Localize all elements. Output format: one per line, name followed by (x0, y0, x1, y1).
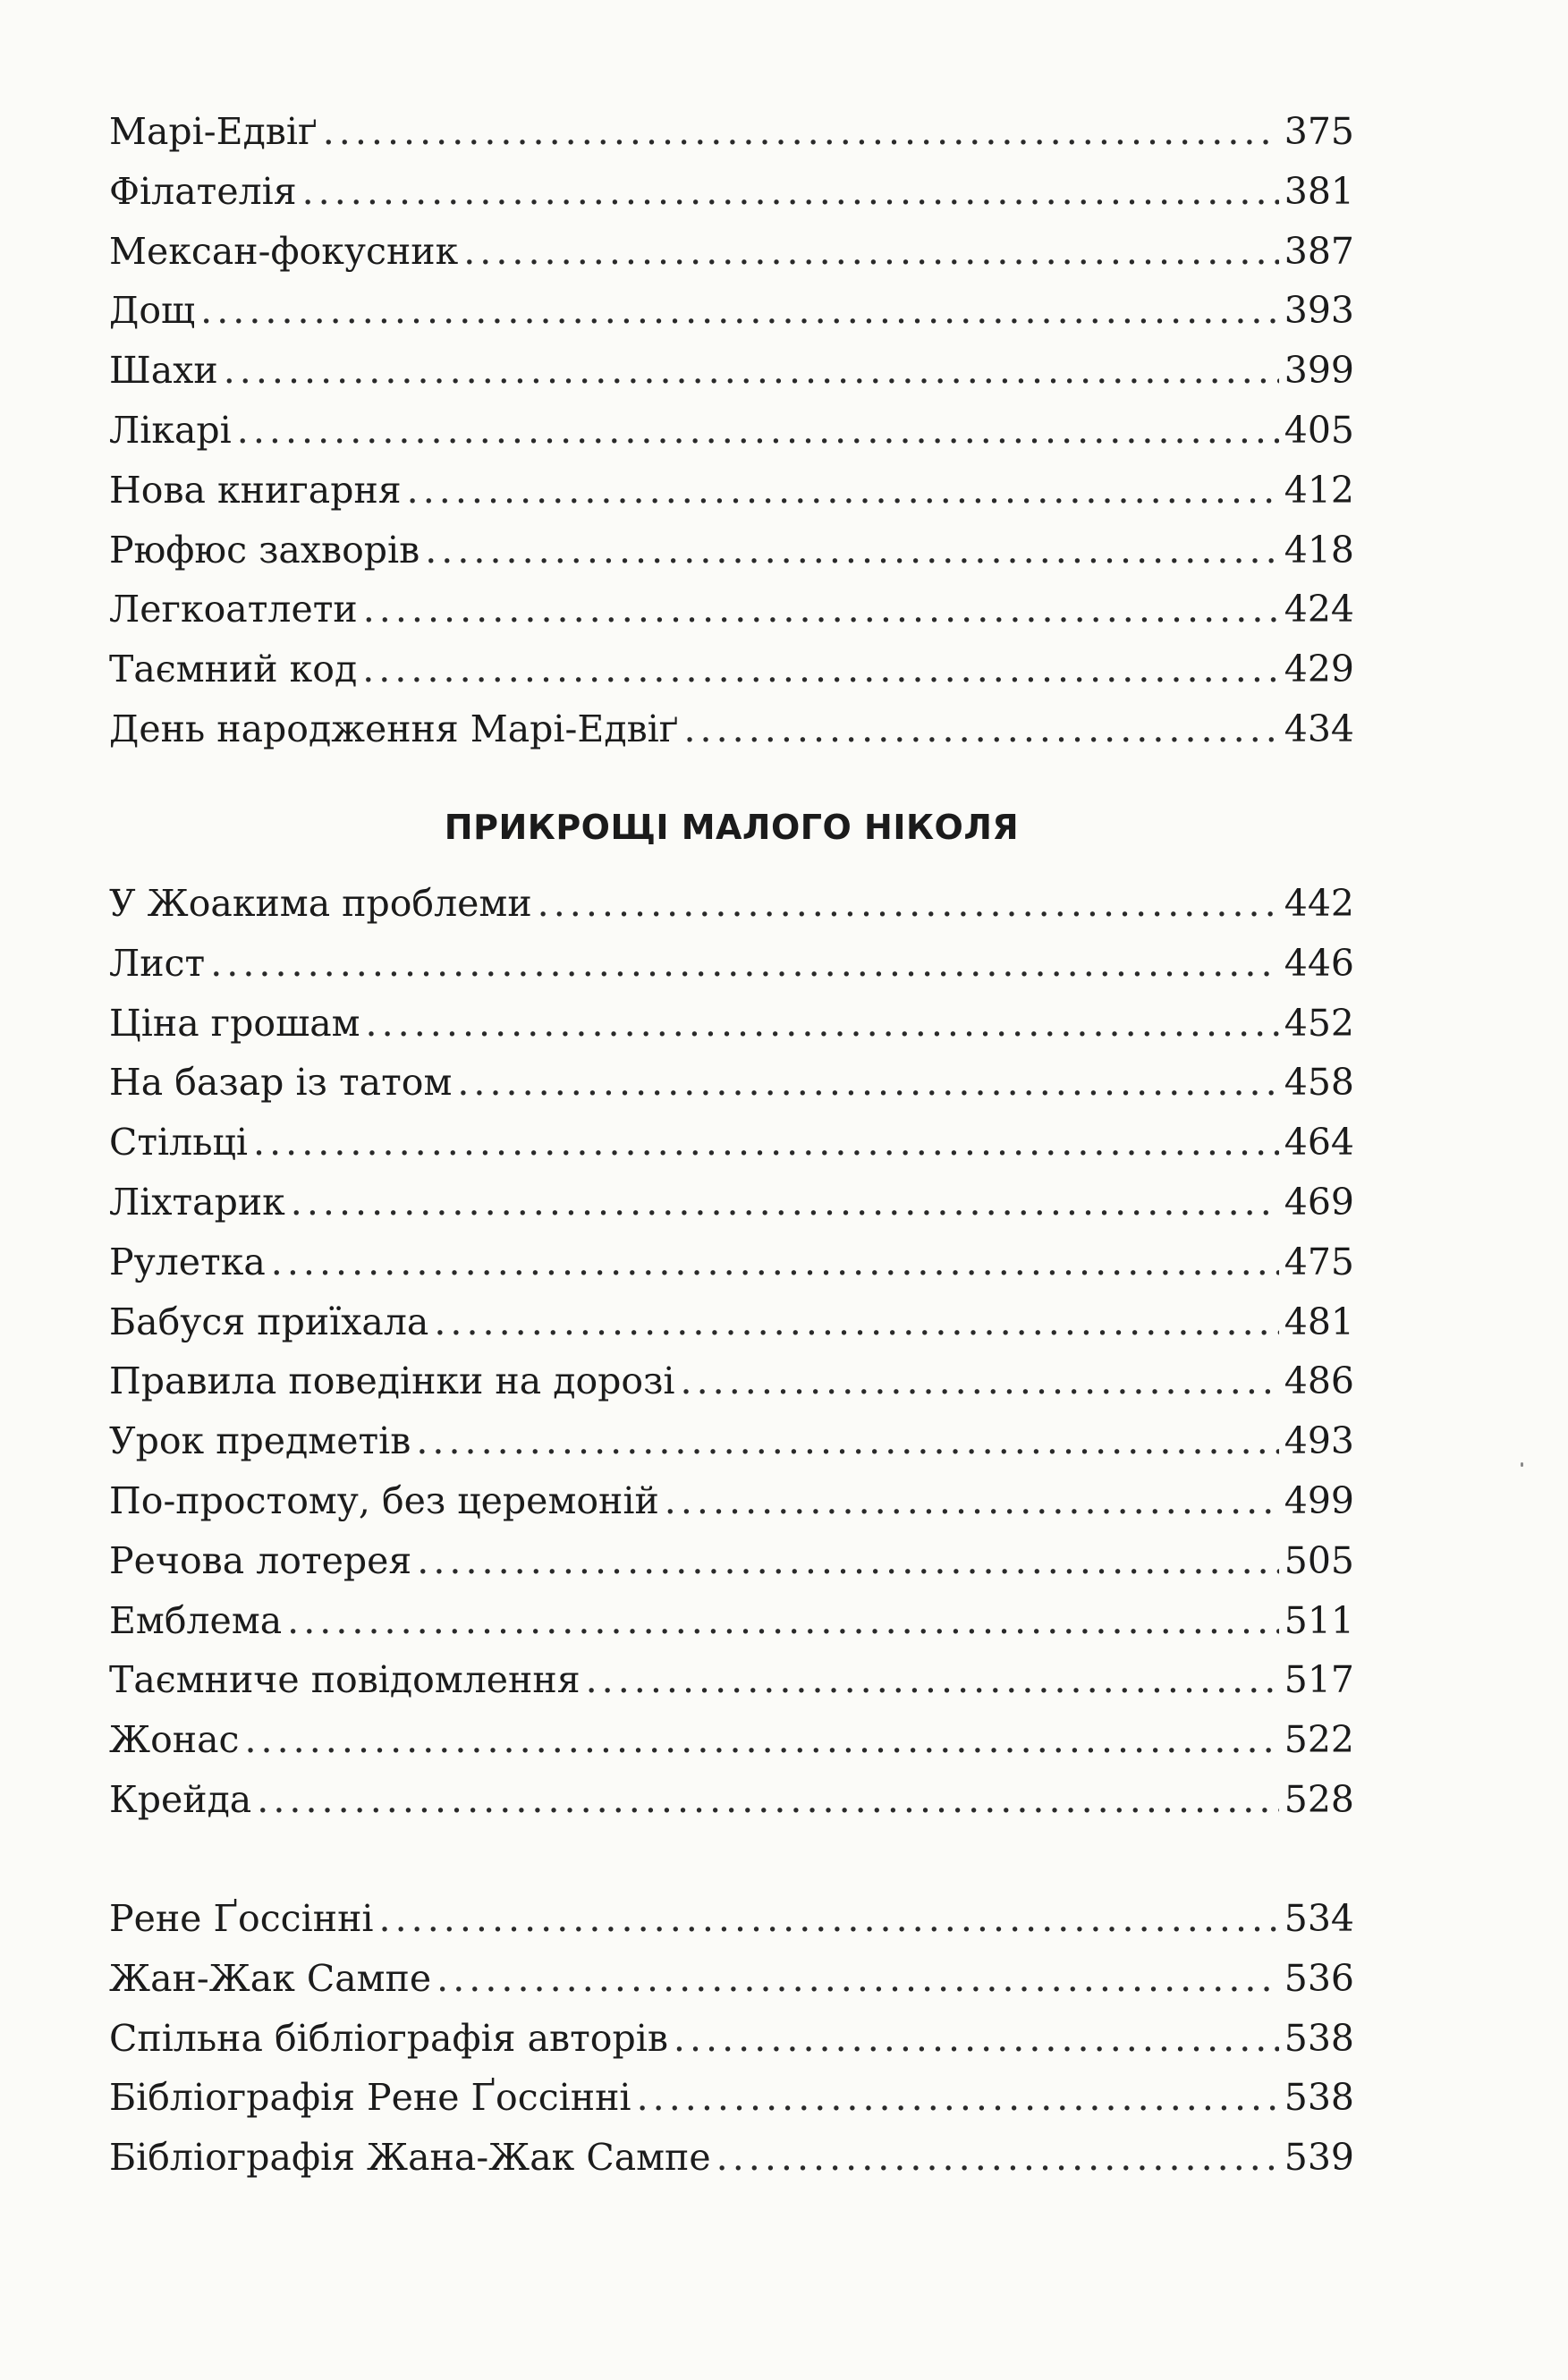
toc-block (109, 874, 1354, 1830)
toc-entry-page-number: 393 (1284, 289, 1354, 333)
toc-entry (109, 1650, 1354, 1710)
toc-block (109, 1889, 1354, 2188)
toc-entry-page-number: 381 (1284, 169, 1354, 213)
toc-entry-title: Лист (109, 941, 206, 985)
toc-entry (109, 1591, 1354, 1651)
toc-entry-title: Правила поведінки на дорозі (109, 1359, 675, 1403)
toc-dot-leader (287, 1591, 1279, 1651)
toc-entry-page-number: 522 (1284, 1718, 1354, 1762)
toc-block (109, 102, 1354, 759)
toc-dot-leader (210, 934, 1279, 994)
toc-dot-leader (681, 1351, 1279, 1411)
toc-entry-page-number: 499 (1284, 1478, 1354, 1522)
toc-entry-page-number: 534 (1284, 1897, 1354, 1940)
toc-dot-leader (244, 1710, 1278, 1770)
toc-entry (109, 521, 1354, 580)
toc-entry-title: Урок предметів (109, 1419, 411, 1463)
toc-entry (109, 1053, 1354, 1113)
toc-entry-page-number: 528 (1284, 1777, 1354, 1821)
toc-dot-leader (237, 401, 1279, 461)
toc-entry (109, 1411, 1354, 1471)
toc-entry-title: Крейда (109, 1777, 252, 1821)
toc-entry (109, 2128, 1354, 2188)
toc-entry-page-number: 469 (1284, 1180, 1354, 1224)
toc-dot-leader (683, 699, 1278, 759)
toc-dot-leader (271, 1232, 1279, 1292)
toc-entry (109, 401, 1354, 461)
toc-entry (109, 934, 1354, 994)
toc-entry-page-number: 464 (1284, 1121, 1354, 1165)
toc-entry (109, 1113, 1354, 1173)
toc-entry-title: Бібліографія Рене Ґоссінні (109, 2076, 631, 2120)
toc-dot-leader (416, 1411, 1278, 1471)
toc-entry-title: Стільці (109, 1121, 249, 1165)
toc-entry-page-number: 493 (1284, 1419, 1354, 1463)
section-heading: ПРИКРОЩІ МАЛОГО НІКОЛЯ (444, 808, 1020, 847)
toc-dot-leader (302, 162, 1279, 222)
toc-dot-leader (417, 1531, 1278, 1591)
toc-entry-title: Нова книгарня (109, 468, 402, 512)
toc-dot-leader (323, 102, 1279, 162)
toc-entry-page-number: 452 (1284, 1001, 1354, 1045)
toc-entry-title: Жан-Жак Сампе (109, 1956, 432, 2000)
toc-entry (109, 1292, 1354, 1352)
toc-entry-title: Спільна бібліографія авторів (109, 2016, 668, 2060)
toc-entry-title: Філателія (109, 169, 297, 213)
toc-dot-leader (674, 2009, 1279, 2069)
toc-entry-title: По-простому, без церемоній (109, 1478, 659, 1522)
toc-dot-leader (538, 874, 1279, 934)
toc-entry-page-number: 434 (1284, 707, 1354, 750)
toc-entry (109, 1351, 1354, 1411)
toc-entry (109, 281, 1354, 341)
toc-entry (109, 1173, 1354, 1232)
toc-entry (109, 162, 1354, 222)
toc-entry-page-number: 429 (1284, 648, 1354, 691)
toc-entry (109, 994, 1354, 1054)
toc-entry (109, 2068, 1354, 2128)
toc-entry (109, 1531, 1354, 1591)
toc-dot-leader (200, 281, 1279, 341)
toc-entry-title: Бібліографія Жана-Жак Сампе (109, 2136, 711, 2180)
toc-entry-page-number: 486 (1284, 1359, 1354, 1403)
toc-entry-page-number: 424 (1284, 588, 1354, 631)
toc-entry-title: Рулетка (109, 1240, 266, 1283)
toc-entry-page-number: 405 (1284, 408, 1354, 452)
toc-entry-title: Таємниче повідомлення (109, 1658, 581, 1702)
toc-entry (109, 699, 1354, 759)
toc-entry (109, 874, 1354, 934)
toc-entry-page-number: 475 (1284, 1240, 1354, 1283)
toc-entry-page-number: 539 (1284, 2136, 1354, 2180)
toc-entry (109, 1889, 1354, 1949)
toc-entry-page-number: 412 (1284, 468, 1354, 512)
toc-dot-leader (224, 341, 1279, 401)
toc-entry (109, 102, 1354, 162)
toc-dot-leader (362, 639, 1279, 699)
toc-entry-page-number: 446 (1284, 941, 1354, 985)
toc-dot-leader (665, 1471, 1279, 1531)
toc-entry-title: Ціна грошам (109, 1001, 360, 1045)
toc-entry-page-number: 511 (1284, 1598, 1354, 1642)
toc-entry-title: Речова лотерея (109, 1538, 412, 1582)
toc-entry-page-number: 538 (1284, 2076, 1354, 2120)
toc-dot-leader (253, 1113, 1279, 1173)
toc-dot-leader (716, 2128, 1279, 2188)
toc-entry (109, 580, 1354, 639)
toc-entry-page-number: 375 (1284, 110, 1354, 153)
toc-entry-page-number: 458 (1284, 1061, 1354, 1105)
toc-dot-leader (425, 521, 1279, 580)
toc-entry-title: Емблема (109, 1598, 283, 1642)
toc-entry-page-number: 536 (1284, 1956, 1354, 2000)
toc-entry-title: Рене Ґоссінні (109, 1897, 374, 1940)
toc-dot-leader (257, 1770, 1278, 1830)
toc-entry-page-number: 442 (1284, 882, 1354, 925)
toc-dot-leader (434, 1292, 1278, 1352)
toc-entry-page-number: 399 (1284, 349, 1354, 393)
toc-entry-title: Бабуся приїхала (109, 1300, 429, 1343)
paper-speck (1521, 1462, 1523, 1467)
toc-entry (109, 222, 1354, 282)
toc-entry-title: Лікарі (109, 408, 232, 452)
toc-dot-leader (586, 1650, 1279, 1710)
toc-entry-page-number: 387 (1284, 229, 1354, 273)
toc-entry (109, 2009, 1354, 2069)
toc-entry (109, 639, 1354, 699)
toc-entry (109, 1949, 1354, 2009)
toc-entry-page-number: 505 (1284, 1538, 1354, 1582)
toc-dot-leader (291, 1173, 1279, 1232)
toc-entry-title: Жонас (109, 1718, 240, 1762)
toc-dot-leader (463, 222, 1279, 282)
toc-entry-title: Таємний код (109, 648, 358, 691)
toc-entry-title: День народження Марі-Едвіґ (109, 707, 679, 750)
toc-entry (109, 1710, 1354, 1770)
toc-dot-leader (363, 580, 1279, 639)
toc-entry (109, 341, 1354, 401)
toc-entry-page-number: 481 (1284, 1300, 1354, 1343)
toc-entry-page-number: 418 (1284, 528, 1354, 572)
toc-entry-title: Рюфюс захворів (109, 528, 420, 572)
toc-entry-title: Дощ (109, 289, 196, 333)
toc-entry-title: Марі-Едвіґ (109, 110, 318, 153)
toc-entry (109, 1471, 1354, 1531)
toc-entry-title: У Жоакима проблеми (109, 882, 532, 925)
toc-dot-leader (407, 461, 1279, 521)
toc-entry-title: Легкоатлети (109, 588, 358, 631)
toc-dot-leader (379, 1889, 1279, 1949)
toc-entry-title: Шахи (109, 349, 218, 393)
toc-entry (109, 1770, 1354, 1830)
toc-dot-leader (637, 2068, 1279, 2128)
toc-dot-leader (366, 994, 1279, 1054)
toc-dot-leader (436, 1949, 1279, 2009)
toc-entry-page-number: 538 (1284, 2016, 1354, 2060)
toc-dot-leader (457, 1053, 1278, 1113)
toc-entry (109, 461, 1354, 521)
toc-entry-page-number: 517 (1284, 1658, 1354, 1702)
toc-entry-title: Мексан-фокусник (109, 229, 459, 273)
toc-entry-title: Ліхтарик (109, 1180, 285, 1224)
toc-entry-title: На базар із татом (109, 1061, 453, 1105)
toc-entry (109, 1232, 1354, 1292)
